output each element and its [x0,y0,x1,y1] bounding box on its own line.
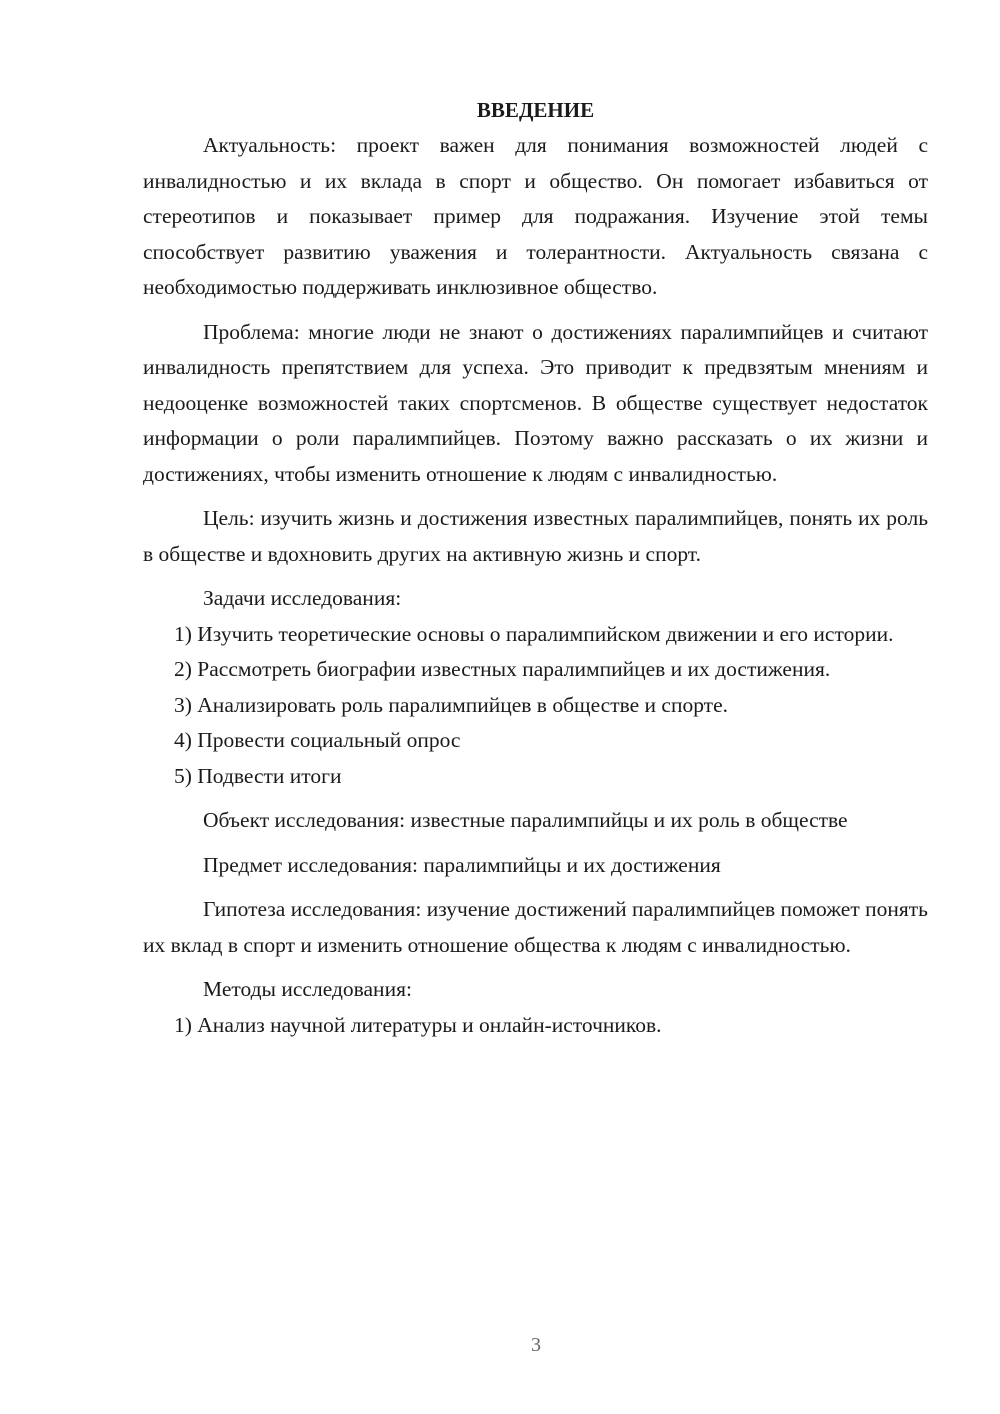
section-title: ВВЕДЕНИЕ [476,98,595,122]
paragraph-problem: Проблема: многие люди не знают о достижениях паралимпийцев и считают инвалидность препятствием для успеха. Это приводит к предвзятым мнениям и недооценке возможностей таких спортсменов. В обществе существует недостаток информации о роли паралимпийцев. Поэтому важно рассказать о их жизни и достижениях, чтобы изменить отношение к людям с инвалидностью. [143,319,928,486]
task-item-4: 4) Провести социальный опрос [174,728,461,752]
task-item-2: 2) Рассмотреть биографии известных паралимпийцев и их достижения. [174,657,831,681]
paragraph-relevance: Актуальность: проект важен для понимания возможностей людей с инвалидностью и их вклада в спорт и общество. Он помогает избавиться от стереотипов и показывает пример для подражания. Изучение этой темы способствует развитию уважения и толерантности. Актуальность связана с необходимостью поддерживать инклюзивное общество. [143,133,928,299]
task-item-5: 5) Подвести итоги [174,763,342,788]
tasks-heading: Задачи исследования: [203,586,402,610]
paragraph-subject: Предмет исследования: паралимпийцы и их достижения [203,852,721,877]
document-page [143,92,928,1043]
methods-heading: Методы исследования: [203,977,412,1001]
task-item-1: 1) Изучить теоретические основы о паралимпийском движении и его истории. [174,621,894,646]
paragraph-hypothesis: Гипотеза исследования: изучение достижений паралимпийцев поможет понять их вклад в спорт и изменить отношение общества к людям с инвалидностью. [143,897,928,957]
paragraph-goal: Цель: изучить жизнь и достижения известных паралимпийцев, понять их роль в обществе и вдохновить других на активную жизнь и спорт. [143,506,928,566]
method-item-1: 1) Анализ научной литературы и онлайн-источников. [174,1012,662,1037]
task-item-3: 3) Анализировать роль паралимпийцев в обществе и спорте. [174,692,728,717]
page-number: 3 [531,1334,541,1356]
paragraph-object: Объект исследования: известные паралимпийцы и их роль в обществе [203,808,848,832]
